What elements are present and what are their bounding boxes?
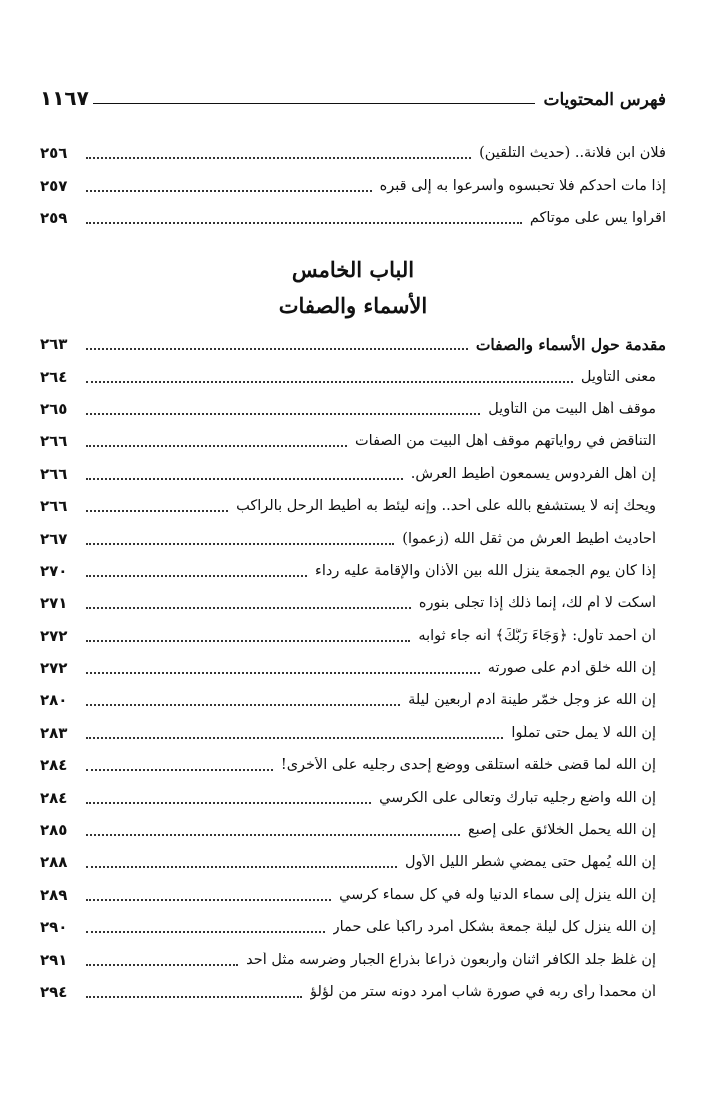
toc-entry-page: ٢٧٠ — [40, 561, 68, 580]
header-page-number: ١١٦٧ — [40, 86, 89, 110]
dot-leader — [86, 964, 238, 966]
toc-entry-title: إن الله يُمهل حتى يمضي شطر الليل الأول — [404, 854, 656, 871]
toc-entry-title: إن الله ينزل كل ليلة جمعة بشكل أمرد راكباً على حمار — [332, 919, 656, 936]
toc-entry — [40, 684, 666, 716]
toc-entry-page: ٢٦٦ — [40, 432, 68, 451]
toc-entry — [40, 749, 666, 781]
dot-leader — [86, 157, 471, 159]
toc-entry — [40, 328, 666, 360]
toc-entry-page: ٢٨٠ — [40, 691, 68, 710]
toc-entry-page: ٢٦٣ — [40, 335, 68, 354]
toc-entry-title: إن الله خلق آدم على صورته — [487, 660, 656, 677]
toc-entry-page: ٢٦٤ — [40, 367, 68, 386]
toc-entry-page: ٢٩١ — [40, 950, 68, 969]
toc-entry-title: فلان ابن فلانة.. (حديث التلقين) — [479, 145, 666, 162]
dot-leader — [86, 381, 573, 383]
toc-entry — [40, 425, 666, 457]
toc-entry-title: التناقض في رواياتهم موقف أهل البيت من الصفات — [355, 433, 656, 450]
toc-entry-page: ٢٦٦ — [40, 464, 68, 483]
toc-entry-title: مقدمة حول الأسماء والصفات — [475, 334, 666, 354]
toc-entry-page: ٢٦٥ — [40, 399, 68, 418]
toc-list-top — [40, 137, 666, 234]
dot-leader — [86, 348, 468, 350]
chapter-heading — [40, 252, 666, 324]
toc-entry — [40, 879, 666, 911]
toc-entry — [40, 976, 666, 1008]
toc-entry-page: ٢٨٤ — [40, 756, 68, 775]
toc-entry-title: إن الله ينزل إلى سماء الدنيا وله في كل سماء كرسي — [339, 886, 656, 903]
dot-leader — [86, 222, 522, 224]
toc-entry-page: ٢٨٤ — [40, 788, 68, 807]
toc-entry — [40, 393, 666, 425]
toc-entry-title: موقف أهل البيت من التأويل — [488, 400, 656, 417]
dot-leader — [86, 899, 331, 901]
page-header — [40, 80, 666, 110]
toc-entry-page: ٢٧٢ — [40, 659, 68, 678]
dot-leader — [86, 737, 503, 739]
toc-entry — [40, 911, 666, 943]
chapter-subtitle: الأسماء والصفات — [278, 293, 428, 318]
toc-entry-page: ٢٩٠ — [40, 918, 68, 937]
dot-leader — [86, 704, 400, 706]
dot-leader — [86, 802, 371, 804]
toc-entry-page: ٢٨٥ — [40, 821, 68, 840]
toc-entry — [40, 522, 666, 554]
chapter-title: الباب الخامس — [291, 257, 415, 282]
toc-entry-title: أحاديث أطيط العرش من ثقل الله (زعموا) — [402, 530, 656, 547]
toc-entry — [40, 846, 666, 878]
dot-leader — [86, 190, 372, 192]
toc-entry — [40, 137, 666, 169]
toc-entry-page: ٢٨٨ — [40, 853, 68, 872]
dot-leader — [86, 575, 307, 577]
toc-entry-title: أن أحمد تأول: ﴿وَجَاءَ رَبُّكَ﴾ أنه جاء ثوابه — [418, 627, 656, 644]
dot-leader — [86, 866, 397, 868]
dot-leader — [86, 834, 460, 836]
toc-entry — [40, 202, 666, 234]
toc-entry-title: إن الله عز وجل خمّر طينة آدم أربعين ليلة — [408, 692, 656, 709]
toc-entry — [40, 943, 666, 975]
toc-entry-title: إذا كان يوم الجمعة ينزل الله بين الأذان والإقامة عليه رداء — [315, 562, 656, 579]
toc-entry — [40, 717, 666, 749]
toc-entry-page: ٢٦٦ — [40, 497, 68, 516]
dot-leader — [86, 769, 273, 771]
toc-entry — [40, 814, 666, 846]
toc-entry-page: ٢٨٣ — [40, 723, 68, 742]
header-rule — [93, 103, 536, 104]
dot-leader — [86, 413, 480, 415]
toc-list-chapter — [40, 328, 666, 1008]
dot-leader — [86, 672, 480, 674]
toc-entry-title: إن الله يحمل الخلائق على إصبع — [467, 822, 656, 839]
toc-entry-title: إن الله واضع رجليه تبارك وتعالى على الكرسي — [379, 789, 656, 806]
toc-entry-page: ٢٧١ — [40, 594, 68, 613]
dot-leader — [86, 478, 403, 480]
toc-entry-page: ٢٨٩ — [40, 885, 68, 904]
toc-entry-page: ٢٥٩ — [40, 208, 68, 227]
toc-entry-page: ٢٧٢ — [40, 626, 68, 645]
toc-entry — [40, 360, 666, 392]
toc-entry-title: أسكت لا أم لك، إنما ذلك إذا تجلى بنوره — [418, 595, 656, 612]
dot-leader — [86, 640, 410, 642]
toc-entry — [40, 620, 666, 652]
toc-entry-title: إن الله لما قضى خلقه استلقى ووضع إحدى رجليه على الأخرى! — [280, 757, 656, 774]
dot-leader — [86, 607, 411, 609]
toc-entry-title: إن غلظ جلد الكافر اثنان وأربعون ذراعاً بذراع الجبار وضرسه مثل أُحد — [246, 951, 656, 968]
dot-leader — [86, 510, 228, 512]
toc-entry-title: إذا مات أحدكم فلا تحبسوه وأسرعوا به إلى قبره — [379, 177, 666, 194]
toc-entry-page: ٢٥٦ — [40, 144, 68, 163]
dot-leader — [86, 445, 347, 447]
toc-entry-page: ٢٥٧ — [40, 176, 68, 195]
dot-leader — [86, 543, 394, 545]
toc-entry-page: ٢٩٤ — [40, 983, 68, 1001]
toc-entry — [40, 555, 666, 587]
dot-leader — [86, 931, 325, 933]
toc-entry — [40, 781, 666, 813]
toc-entry — [40, 490, 666, 522]
toc-entry-title: اقرأوا يس على موتاكم — [529, 209, 666, 226]
toc-entry-title: إن أهل الفردوس يسمعون أطيط العرش. — [410, 465, 656, 482]
toc-entry-page: ٢٦٧ — [40, 529, 68, 548]
toc-entry-title: إن الله لا يمل حتى تملُّوا — [511, 724, 656, 741]
toc-entry — [40, 458, 666, 490]
dot-leader — [86, 996, 302, 998]
toc-entry-title: ويحك إنه لا يستشفع بالله على أحد.. وإنه ليئط به أطيط الرحل بالراكب — [236, 498, 656, 515]
toc-entry-title: أن محمداً رأى ربه في صورة شاب أمرد دونه ستر من لؤلؤ — [309, 984, 656, 1000]
toc-entry — [40, 169, 666, 201]
header-title: فهرس المحتويات — [543, 90, 666, 110]
toc-entry-title: معنى التأويل — [580, 368, 656, 385]
toc-entry — [40, 587, 666, 619]
toc-entry — [40, 652, 666, 684]
